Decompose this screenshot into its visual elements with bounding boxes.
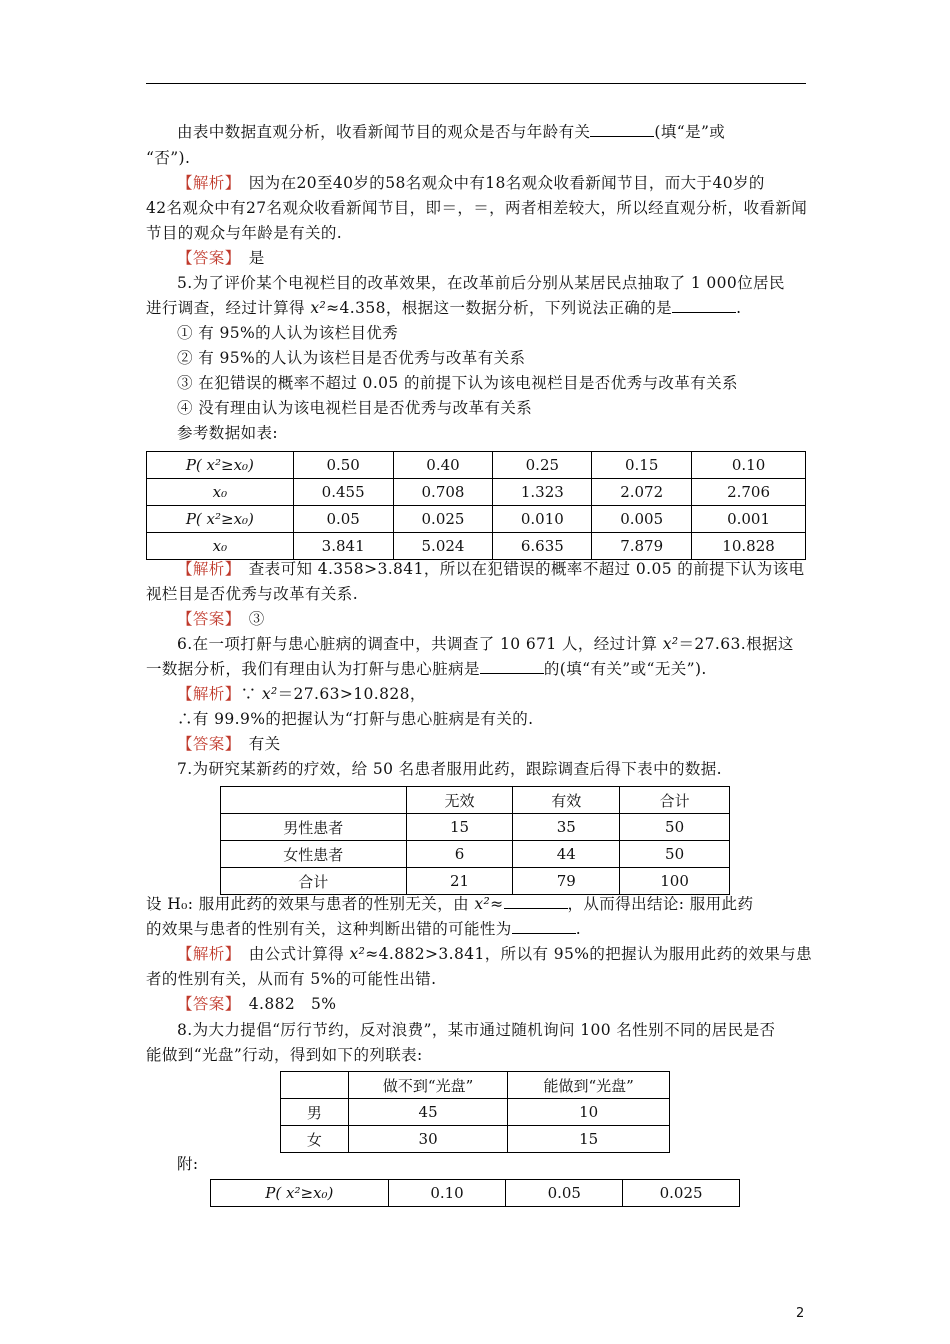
table-cell: 15 (508, 1126, 670, 1153)
table-cell: 0.50 (293, 452, 393, 479)
table-cell: 女性患者 (221, 841, 407, 868)
analysis-tag: 【解析】 (177, 945, 233, 963)
table-cell: 女 (281, 1126, 349, 1153)
table-cell (221, 787, 407, 814)
text: 参考数据如表: (177, 424, 279, 442)
table-cell: 合计 (620, 787, 730, 814)
text: 6.在一项打鼾与患心脏病的调查中，共调查了 10 671 人，经过计算 (177, 635, 658, 653)
paragraph-line (146, 148, 806, 168)
answer-blank (504, 894, 568, 909)
table-cell: 0.05 (506, 1180, 623, 1207)
table-cell: 0.005 (592, 506, 692, 533)
answer-tag: 【答案】 (177, 735, 233, 753)
table-cell: 0.708 (393, 479, 493, 506)
table-cell: x₀ (147, 533, 294, 560)
paragraph-line (146, 584, 806, 604)
appendix-table-8 (210, 1179, 740, 1207)
text: 是 (248, 249, 265, 267)
option-line (146, 398, 806, 418)
table-cell: 10.828 (692, 533, 806, 560)
answer-line (146, 994, 806, 1014)
table-cell: 2.706 (692, 479, 806, 506)
paragraph-line (146, 198, 806, 218)
table-row (281, 1099, 670, 1126)
text: ① 有 95%的人认为该栏目优秀 (177, 324, 399, 342)
table-cell: P( x²≥x₀) (147, 506, 294, 533)
text: ③ 在犯错误的概率不超过 0.05 的前提下认为该电视栏目是否优秀与改革有关系 (177, 374, 738, 392)
text: 进行调查，经过计算得 (146, 299, 306, 317)
text: 5.为了评价某个电视栏目的改革效果，在改革前后分别从某居民点抽取了 1 000位居民 (177, 274, 785, 292)
text: ④ 没有理由认为该电视栏目是否优秀与改革有关系 (177, 399, 533, 417)
chi-square-symbol: x² (310, 299, 327, 317)
question-line: 进行调查，经过计算得 x²≈4.358，根据这一数据分析，下列说法正确的是 . (146, 299, 742, 317)
table-cell (281, 1072, 349, 1099)
table-cell: 0.001 (692, 506, 806, 533)
table-cell: 能做到“光盘” (508, 1072, 670, 1099)
option-line (146, 348, 806, 368)
text: 附: (177, 1155, 199, 1173)
analysis-tag: 【解析】 (177, 174, 233, 192)
table-cell: 10 (508, 1099, 670, 1126)
paragraph-line (146, 122, 806, 142)
answer-line (146, 248, 806, 268)
table-cell: 0.40 (393, 452, 493, 479)
table-cell: 5.024 (393, 533, 493, 560)
text: 由表中数据直观分析，收看新闻节目的观众是否与年龄有关 (177, 123, 591, 141)
answer-blank (512, 919, 576, 934)
question-line (146, 659, 806, 679)
paragraph-line (146, 423, 806, 443)
efficacy-table-7 (220, 786, 730, 895)
table-cell: 无效 (406, 787, 513, 814)
text: (填“是”或 (654, 123, 726, 141)
paragraph-line (146, 709, 806, 729)
question-line (146, 759, 806, 779)
answer-tag: 【答案】 (177, 610, 233, 628)
table-cell: 50 (620, 841, 730, 868)
answer-line (146, 609, 806, 629)
option-line (146, 323, 806, 343)
analysis-tag: 【解析】 (177, 685, 241, 703)
because-symbol: ∵ (240, 685, 257, 703)
table-cell: 6.635 (493, 533, 592, 560)
analysis-line (146, 559, 806, 579)
paragraph-line (146, 223, 806, 243)
question-line (146, 634, 806, 654)
clean-plate-table-body (281, 1072, 670, 1153)
text: ≈4.882>3.841，所以有 95%的把握认为服用此药的效果与患 (365, 945, 812, 963)
chi-square-symbol: x² (474, 895, 491, 913)
table-cell: 7.879 (592, 533, 692, 560)
text: 能做到“光盘”行动，得到如下的列联表: (146, 1046, 423, 1064)
table-cell: 100 (620, 868, 730, 895)
chi-square-symbol: x² (261, 685, 278, 703)
clean-plate-table-8 (280, 1071, 670, 1153)
answer-tag: 【答案】 (177, 249, 233, 267)
table-row (211, 1180, 740, 1207)
table-cell: 0.25 (493, 452, 592, 479)
text: ＝27.63.根据这 (678, 635, 794, 653)
reference-table-5 (146, 451, 806, 560)
reference-table-body (147, 452, 806, 560)
table-cell: 男 (281, 1099, 349, 1126)
table-cell: 45 (348, 1099, 508, 1126)
paragraph-line (146, 1154, 806, 1174)
chi-square-symbol: x² (662, 635, 679, 653)
text: 42名观众中有27名观众收看新闻节目，即＝，＝，两者相差较大，所以经直观分析，收看新闻 (146, 199, 808, 217)
answer-tag: 【答案】 (177, 995, 233, 1013)
question-line (146, 1045, 806, 1065)
text: ② 有 95%的人认为该栏目是否优秀与改革有关系 (177, 349, 526, 367)
table-row (221, 814, 730, 841)
text: 的(填“有关”或“无关”). (543, 660, 707, 678)
text: 者的性别有关，从而有 5%的可能性出错. (146, 970, 437, 988)
table-cell: x₀ (147, 479, 294, 506)
table-row (281, 1126, 670, 1153)
table-cell: 0.455 (293, 479, 393, 506)
table-cell: 1.323 (493, 479, 592, 506)
table-cell: 50 (620, 814, 730, 841)
option-line (146, 373, 806, 393)
table-row (147, 452, 806, 479)
table-row (147, 506, 806, 533)
text: 8.为大力提倡“厉行节约，反对浪费”，某市通过随机询问 100 名性别不同的居民是否 (177, 1021, 776, 1039)
table-row (147, 479, 806, 506)
analysis-line (146, 173, 806, 193)
table-row (147, 533, 806, 560)
table-cell: 21 (406, 868, 513, 895)
table-cell: 44 (513, 841, 620, 868)
table-row (281, 1072, 670, 1099)
text: 7.为研究某新药的疗效，给 50 名患者服用此药，跟踪调查后得下表中的数据. (177, 760, 722, 778)
table-row (221, 787, 730, 814)
analysis-line (146, 944, 812, 964)
efficacy-table-body (221, 787, 730, 895)
table-cell: 3.841 (293, 533, 393, 560)
table-cell: P( x²≥x₀) (211, 1180, 389, 1207)
question-line (146, 1020, 806, 1040)
table-cell: 男性患者 (221, 814, 407, 841)
text: 因为在20至40岁的58名观众中有18名观众收看新闻节目，而大于40岁的 (248, 174, 765, 192)
answer-line (146, 734, 806, 754)
text: “否”). (146, 149, 191, 167)
text: 由公式计算得 (248, 945, 345, 963)
table-cell: 合计 (221, 868, 407, 895)
question-line (146, 894, 806, 914)
table-cell: 0.10 (388, 1180, 506, 1207)
appendix-table-body (211, 1180, 740, 1207)
chi-square-symbol: x² (349, 945, 366, 963)
table-cell: 2.072 (592, 479, 692, 506)
analysis-tag: 【解析】 (177, 560, 233, 578)
text: 设 H₀: 服用此药的效果与患者的性别无关，由 (146, 895, 470, 913)
text: ≈ (490, 895, 504, 913)
answer-blank (480, 659, 544, 674)
table-cell: 0.025 (393, 506, 493, 533)
table-cell: 35 (513, 814, 620, 841)
table-cell: 15 (406, 814, 513, 841)
text: ③ (248, 610, 265, 628)
table-cell: 有效 (513, 787, 620, 814)
text: ，从而得出结论: 服用此药 (567, 895, 754, 913)
text: ≈4.358，根据这一数据分析，下列说法正确的是 (326, 299, 673, 317)
table-cell: 0.025 (623, 1180, 740, 1207)
analysis-line (146, 684, 806, 704)
question-line (146, 273, 806, 293)
text: 4.882 5% (248, 995, 337, 1013)
table-cell: 0.010 (493, 506, 592, 533)
table-cell: 做不到“光盘” (348, 1072, 508, 1099)
text: 节目的观众与年龄是有关的. (146, 224, 343, 242)
page-number: 2 (796, 1306, 805, 1321)
header-rule (146, 83, 806, 84)
table-row (221, 868, 730, 895)
table-cell: 0.10 (692, 452, 806, 479)
text: ＝27.63>10.828， (277, 685, 426, 703)
table-cell: 0.15 (592, 452, 692, 479)
question-line: 的效果与患者的性别有关，这种判断出错的可能性为 . (146, 920, 582, 938)
table-cell: 6 (406, 841, 513, 868)
table-row (221, 841, 730, 868)
text: 的效果与患者的性别有关，这种判断出错的可能性为 (146, 920, 512, 938)
text: 视栏目是否优秀与改革有关系. (146, 585, 359, 603)
text: 有关 (248, 735, 281, 753)
text: 一数据分析，我们有理由认为打鼾与患心脏病是 (146, 660, 480, 678)
table-cell: 79 (513, 868, 620, 895)
table-cell: P( x²≥x₀) (147, 452, 294, 479)
text: ∴有 99.9%的把握认为“打鼾与患心脏病是有关的. (177, 710, 534, 728)
paragraph-line (146, 969, 806, 989)
table-cell: 0.05 (293, 506, 393, 533)
text: 查表可知 4.358>3.841，所以在犯错误的概率不超过 0.05 的前提下认为该电 (248, 560, 805, 578)
answer-blank (590, 122, 654, 137)
answer-blank (672, 298, 736, 313)
table-cell: 30 (348, 1126, 508, 1153)
